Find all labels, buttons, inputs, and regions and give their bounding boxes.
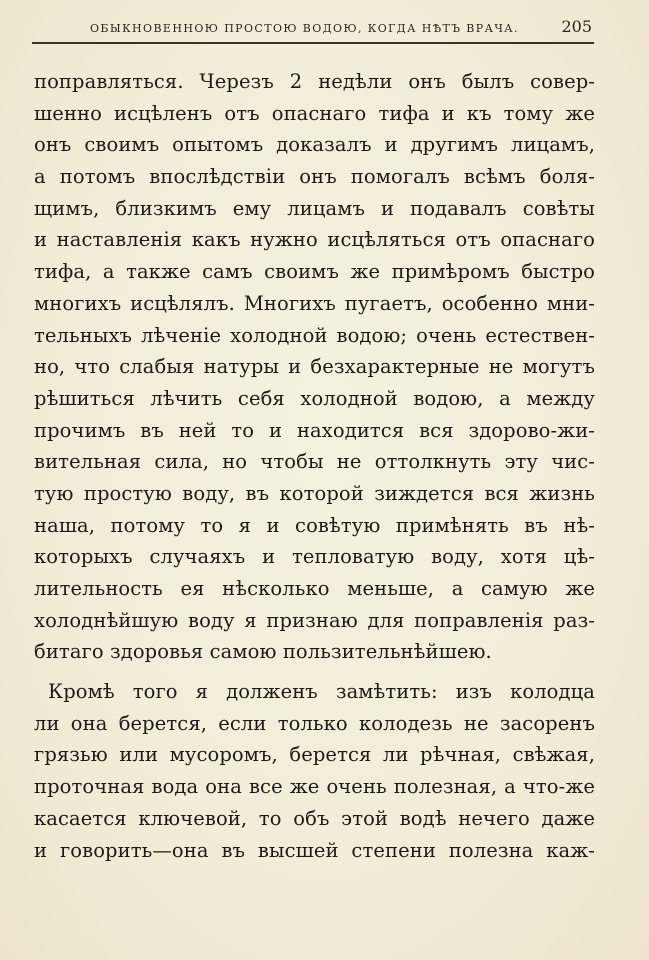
text-line: тельныхъ лѣченіе холодной водою; очень естествен- bbox=[34, 323, 595, 347]
page-number: 205 bbox=[561, 17, 592, 36]
text-line: шенно исцѣленъ отъ опаснаго тифа и къ тому же bbox=[34, 101, 595, 125]
text-line: наша, потому то я и совѣтую примѣнять въ нѣ- bbox=[34, 513, 595, 537]
header-rule bbox=[32, 42, 594, 44]
text-line: щимъ, близкимъ ему лицамъ и подавалъ совѣты bbox=[34, 196, 595, 220]
page-header bbox=[32, 14, 592, 44]
text-line: прочимъ въ ней то и находится вся здорово-жи- bbox=[34, 418, 595, 442]
text-line: которыхъ случаяхъ и тепловатую воду, хотя цѣ- bbox=[34, 545, 595, 569]
text-line: проточная вода она все же очень полезная, а что-же bbox=[34, 775, 595, 799]
text-line: а потомъ впослѣдствіи онъ помогалъ всѣмъ боля- bbox=[34, 165, 595, 189]
body-text bbox=[34, 66, 595, 866]
text-line: и говорить—она въ высшей степени полезна каж- bbox=[34, 838, 595, 862]
text-line: касается ключевой, то объ этой водѣ нечего даже bbox=[34, 806, 595, 830]
text-line: но, что слабыя натуры и безхарактерные не могутъ bbox=[34, 355, 595, 379]
text-line: тую простую воду, въ которой зиждется вся жизнь bbox=[34, 481, 595, 505]
text-line: многихъ исцѣлялъ. Многихъ пугаетъ, особенно мни- bbox=[34, 291, 595, 315]
text-line: тифа, а также самъ своимъ же примѣромъ быстро bbox=[34, 260, 595, 284]
text-line: Кромѣ того я долженъ замѣтить: изъ колодца bbox=[48, 680, 595, 704]
text-line: холоднѣйшую воду я признаю для поправленія раз- bbox=[34, 608, 595, 632]
text-line: онъ своимъ опытомъ доказалъ и другимъ лицамъ, bbox=[34, 133, 595, 157]
text-line: грязью или мусоромъ, берется ли рѣчная, свѣжая, bbox=[34, 743, 595, 767]
text-line: рѣшиться лѣчить себя холодной водою, а между bbox=[34, 386, 595, 410]
text-line: битаго здоровья самою пользительнѣйшею. bbox=[34, 640, 492, 664]
text-line: поправляться. Черезъ 2 недѣли онъ былъ совер- bbox=[34, 70, 595, 93]
text-line: и наставленія какъ нужно исцѣляться отъ опаснаго bbox=[34, 228, 595, 252]
paragraph-1 bbox=[34, 66, 595, 668]
running-head: ОБЫКНОВЕННОЮ ПРОСТОЮ ВОДОЮ, КОГДА НѢТЪ ВРАЧА. bbox=[90, 22, 519, 35]
text-line: вительная сила, но чтобы не оттолкнуть эту чис- bbox=[34, 450, 595, 474]
text-line: ли она берется, если только колодезь не засоренъ bbox=[34, 711, 595, 735]
text-line: лительность ея нѣсколько меньше, а самую же bbox=[34, 577, 595, 600]
paragraph-2 bbox=[34, 676, 595, 866]
paragraph-gap bbox=[34, 668, 595, 676]
